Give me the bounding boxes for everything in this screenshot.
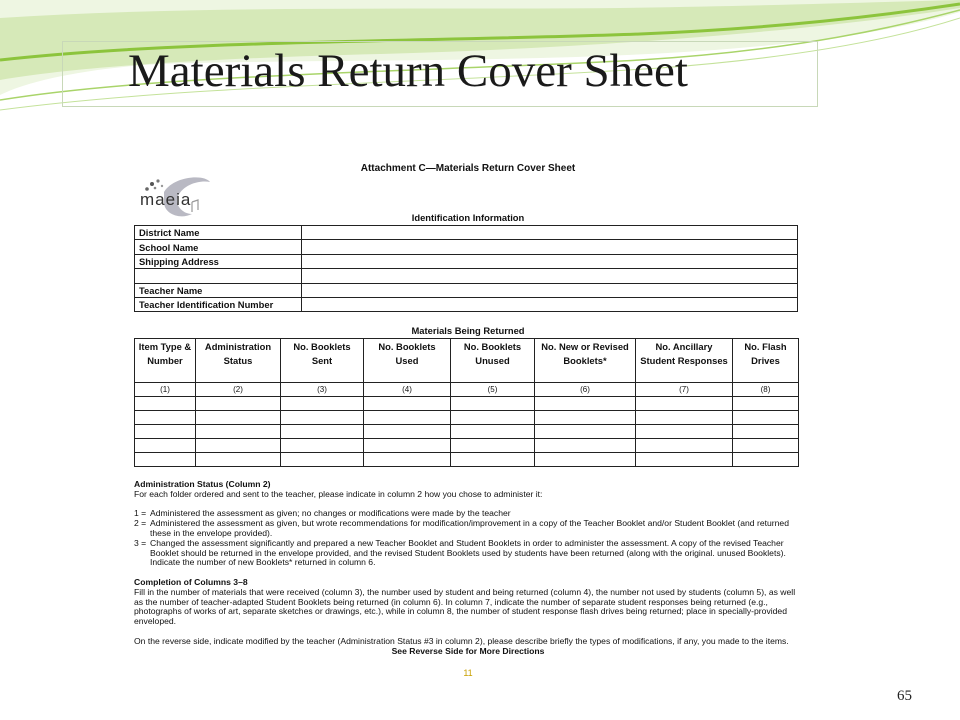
list-number: 3 =	[134, 537, 147, 548]
column-number: (3)	[281, 383, 364, 397]
column-number: (5)	[451, 383, 535, 397]
empty-cell	[636, 439, 733, 453]
empty-cell	[733, 453, 799, 467]
slide-number: 65	[897, 688, 912, 704]
empty-cell	[451, 439, 535, 453]
empty-cell	[196, 425, 281, 439]
id-value-cell	[302, 297, 798, 311]
identification-heading: Identification Information	[411, 212, 525, 223]
table-row	[135, 297, 798, 311]
list-number: 1 =	[134, 508, 147, 519]
id-value-cell	[302, 226, 798, 240]
empty-cell	[196, 397, 281, 411]
empty-cell	[535, 425, 636, 439]
document-image	[128, 150, 808, 685]
empty-cell	[364, 411, 451, 425]
empty-cell	[281, 453, 364, 467]
table-row	[135, 269, 798, 283]
id-label	[135, 269, 302, 283]
empty-cell	[135, 439, 196, 453]
table-row	[135, 425, 799, 439]
table-row	[135, 226, 798, 240]
admin-status-intro: For each folder ordered and sent to the teacher, please indicate in column 2 how you chose to administer it:	[134, 488, 543, 499]
materials-header-row	[135, 339, 799, 383]
column-number: (6)	[535, 383, 636, 397]
table-row	[135, 283, 798, 297]
empty-cell	[636, 397, 733, 411]
empty-cell	[196, 453, 281, 467]
column-number: (2)	[196, 383, 281, 397]
empty-cell	[364, 425, 451, 439]
column-header: No. Ancillary Student Responses	[636, 339, 733, 383]
empty-cell	[281, 425, 364, 439]
list-text: Administered the assessment as given; no changes or modifications were made by the teacher	[150, 508, 511, 519]
empty-cell	[364, 397, 451, 411]
empty-cell	[535, 439, 636, 453]
materials-table	[134, 338, 799, 467]
column-number: (8)	[733, 383, 799, 397]
column-header: Administration Status	[196, 339, 281, 383]
empty-cell	[364, 453, 451, 467]
empty-cell	[281, 439, 364, 453]
empty-cell	[451, 453, 535, 467]
completion-heading: Completion of Columns 3–8	[134, 576, 248, 587]
empty-cell	[364, 439, 451, 453]
column-number: (1)	[135, 383, 196, 397]
identification-table	[134, 225, 798, 312]
inner-page-number: 11	[463, 668, 473, 678]
materials-heading: Materials Being Returned	[411, 325, 525, 336]
empty-cell	[636, 411, 733, 425]
instructions	[134, 480, 802, 656]
table-row	[135, 240, 798, 254]
empty-cell	[281, 411, 364, 425]
id-value-cell	[302, 240, 798, 254]
logo-text: maeia	[140, 190, 192, 209]
empty-cell	[636, 453, 733, 467]
id-label: Teacher Identification Number	[135, 297, 302, 311]
empty-cell	[196, 439, 281, 453]
empty-cell	[733, 439, 799, 453]
admin-status-heading: Administration Status (Column 2)	[134, 479, 271, 489]
empty-cell	[135, 411, 196, 425]
list-text: Changed the assessment significantly and prepared a new Teacher Booklet and Student Booklets in order to administer the assessment. A copy of the revised Teacher Booklet should be returned in the envelope provided, and the revised Student Booklets used by students have been returned (along with the original. unused Booklets). Indicate the number of new Booklets* returned in column 6.	[150, 537, 786, 568]
list-number: 2 =	[134, 518, 147, 529]
table-row	[135, 254, 798, 268]
column-number: (4)	[364, 383, 451, 397]
table-row	[135, 453, 799, 467]
column-header: No. Booklets Unused	[451, 339, 535, 383]
reverse-note: On the reverse side, indicate modified by the teacher (Administration Status #3 in column 2), please describe briefly the types of modifications, if any, you made to the items.	[134, 635, 789, 646]
empty-cell	[135, 397, 196, 411]
empty-cell	[733, 425, 799, 439]
column-header: Item Type & Number	[135, 339, 196, 383]
table-row	[135, 397, 799, 411]
completion-text: Fill in the number of materials that were received (column 3), the number used by student and being returned (column 4), the number not used by students (column 5), as well as the number of teacher-adapted Student Booklets being returned (in column 6). In column 7, indicate the number of separate student responses being returned (e.g., photographs of works of art, separate sketches or drawings, etc.), while in column 8, the number of student response flash drives being returned; place in specially-provided enveloped.	[134, 586, 796, 627]
see-reverse-note: See Reverse Side for More Directions	[391, 645, 545, 656]
empty-cell	[451, 397, 535, 411]
slide-title: Materials Return Cover Sheet	[128, 45, 688, 97]
empty-cell	[451, 411, 535, 425]
table-row	[135, 439, 799, 453]
empty-cell	[451, 425, 535, 439]
empty-cell	[733, 397, 799, 411]
document-heading: Attachment C—Materials Return Cover Sheet	[360, 163, 576, 174]
list-text: Administered the assessment as given, but wrote recommendations for modification/improvement in a copy of the Teacher Booklet and/or Student Booklet (and returned these in the envelope provided).	[150, 518, 789, 538]
column-number-row	[135, 383, 799, 397]
id-label: Teacher Name	[135, 283, 302, 297]
id-value-cell	[302, 269, 798, 283]
empty-cell	[135, 425, 196, 439]
column-header: No. Booklets Used	[364, 339, 451, 383]
list-item	[134, 519, 802, 539]
empty-cell	[196, 411, 281, 425]
column-header: No. Flash Drives	[733, 339, 799, 383]
id-label: District Name	[135, 226, 302, 240]
empty-cell	[281, 397, 364, 411]
column-header: No. New or Revised Booklets*	[535, 339, 636, 383]
id-label: School Name	[135, 240, 302, 254]
id-label: Shipping Address	[135, 254, 302, 268]
column-number: (7)	[636, 383, 733, 397]
empty-cell	[535, 411, 636, 425]
empty-cell	[636, 425, 733, 439]
id-value-cell	[302, 254, 798, 268]
column-header: No. Booklets Sent	[281, 339, 364, 383]
empty-cell	[733, 411, 799, 425]
empty-cell	[535, 453, 636, 467]
empty-cell	[135, 453, 196, 467]
table-row	[135, 411, 799, 425]
id-value-cell	[302, 283, 798, 297]
list-item	[134, 539, 802, 568]
empty-cell	[535, 397, 636, 411]
